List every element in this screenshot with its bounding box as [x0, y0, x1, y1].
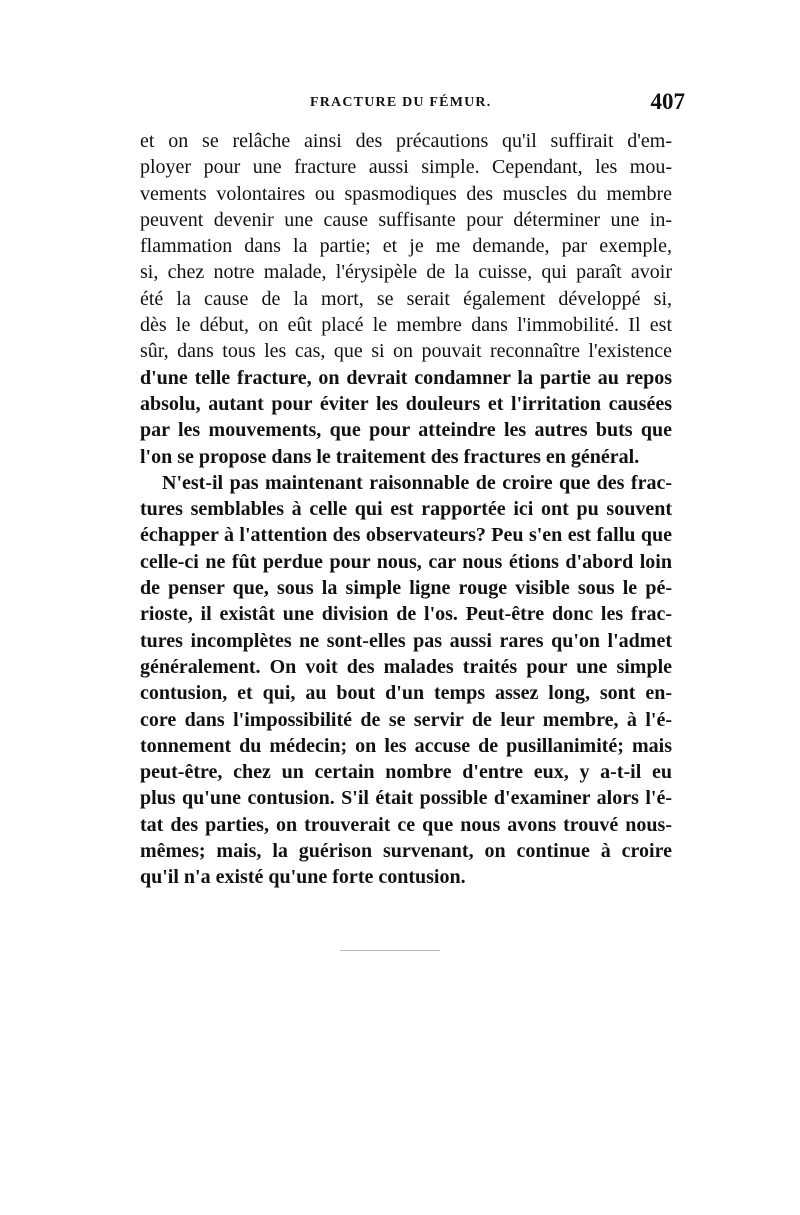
text-line: tures semblables à celle qui est rapportée ici ont pu souvent: [140, 498, 672, 521]
text-line: tures incomplètes ne sont-elles pas aussi rares qu'on l'admet: [140, 629, 672, 652]
text-line: dès le début, on eût placé le membre dans l'immobilité. Il est: [140, 314, 672, 337]
text-line: généralement. On voit des malades traités pour une simple: [140, 655, 672, 678]
text-line: qu'il n'a existé qu'une forte contusion.: [140, 866, 466, 889]
text-line: tat des parties, on trouverait ce que nous avons trouvé nous-: [140, 813, 672, 836]
text-line: peuvent devenir une cause suffisante pour déterminer une in-: [140, 208, 672, 231]
text-line: de penser que, sous la simple ligne rouge visible sous le pé-: [140, 577, 672, 600]
text-line: tonnement du médecin; on les accuse de pusillanimité; mais: [140, 734, 672, 757]
text-line: ployer pour une fracture aussi simple. Cependant, les mou-: [140, 156, 672, 179]
text-line: peut-être, chez un certain nombre d'entre eux, y a-t-il eu: [140, 761, 672, 784]
text-line: d'une telle fracture, on devrait condamner la partie au repos: [140, 366, 672, 389]
text-line: absolu, autant pour éviter les douleurs et l'irritation causées: [140, 392, 672, 415]
bleed-through-rule: [340, 950, 440, 951]
text-line: sûr, dans tous les cas, que si on pouvait reconnaître l'existence: [140, 340, 672, 363]
text-line: flammation dans la partie; et je me demande, par exemple,: [140, 235, 672, 258]
running-title: FRACTURE DU FÉMUR.: [310, 95, 492, 110]
text-line: l'on se propose dans le traitement des fractures en général.: [140, 445, 640, 468]
text-line: N'est-il pas maintenant raisonnable de croire que des frac-: [162, 471, 672, 494]
running-head: [140, 89, 685, 119]
text-line: si, chez notre malade, l'érysipèle de la cuisse, qui paraît avoir: [140, 261, 672, 284]
body-text: [140, 128, 672, 891]
text-line: contusion, et qui, au bout d'un temps assez long, sont en-: [140, 682, 672, 705]
text-line: celle-ci ne fût perdue pour nous, car nous étions d'abord loin: [140, 550, 672, 573]
text-line: mêmes; mais, la guérison survenant, on continue à croire: [140, 840, 672, 863]
text-line: par les mouvements, que pour atteindre les autres buts que: [140, 419, 672, 442]
text-line: rioste, il existât une division de l'os. Peut-être donc les frac-: [140, 603, 672, 626]
text-line: vements volontaires ou spasmodiques des muscles du membre: [140, 182, 672, 205]
text-line: core dans l'impossibilité de se servir de leur membre, à l'é-: [140, 708, 672, 731]
text-line: et on se relâche ainsi des précautions qu'il suffirait d'em-: [140, 130, 672, 152]
text-line: plus qu'une contusion. S'il était possible d'examiner alors l'é-: [140, 787, 672, 810]
text-line: été la cause de la mort, se serait également développé si,: [140, 287, 672, 310]
page-number: 407: [650, 89, 685, 114]
text-line: échapper à l'attention des observateurs? Peu s'en est fallu que: [140, 524, 672, 547]
